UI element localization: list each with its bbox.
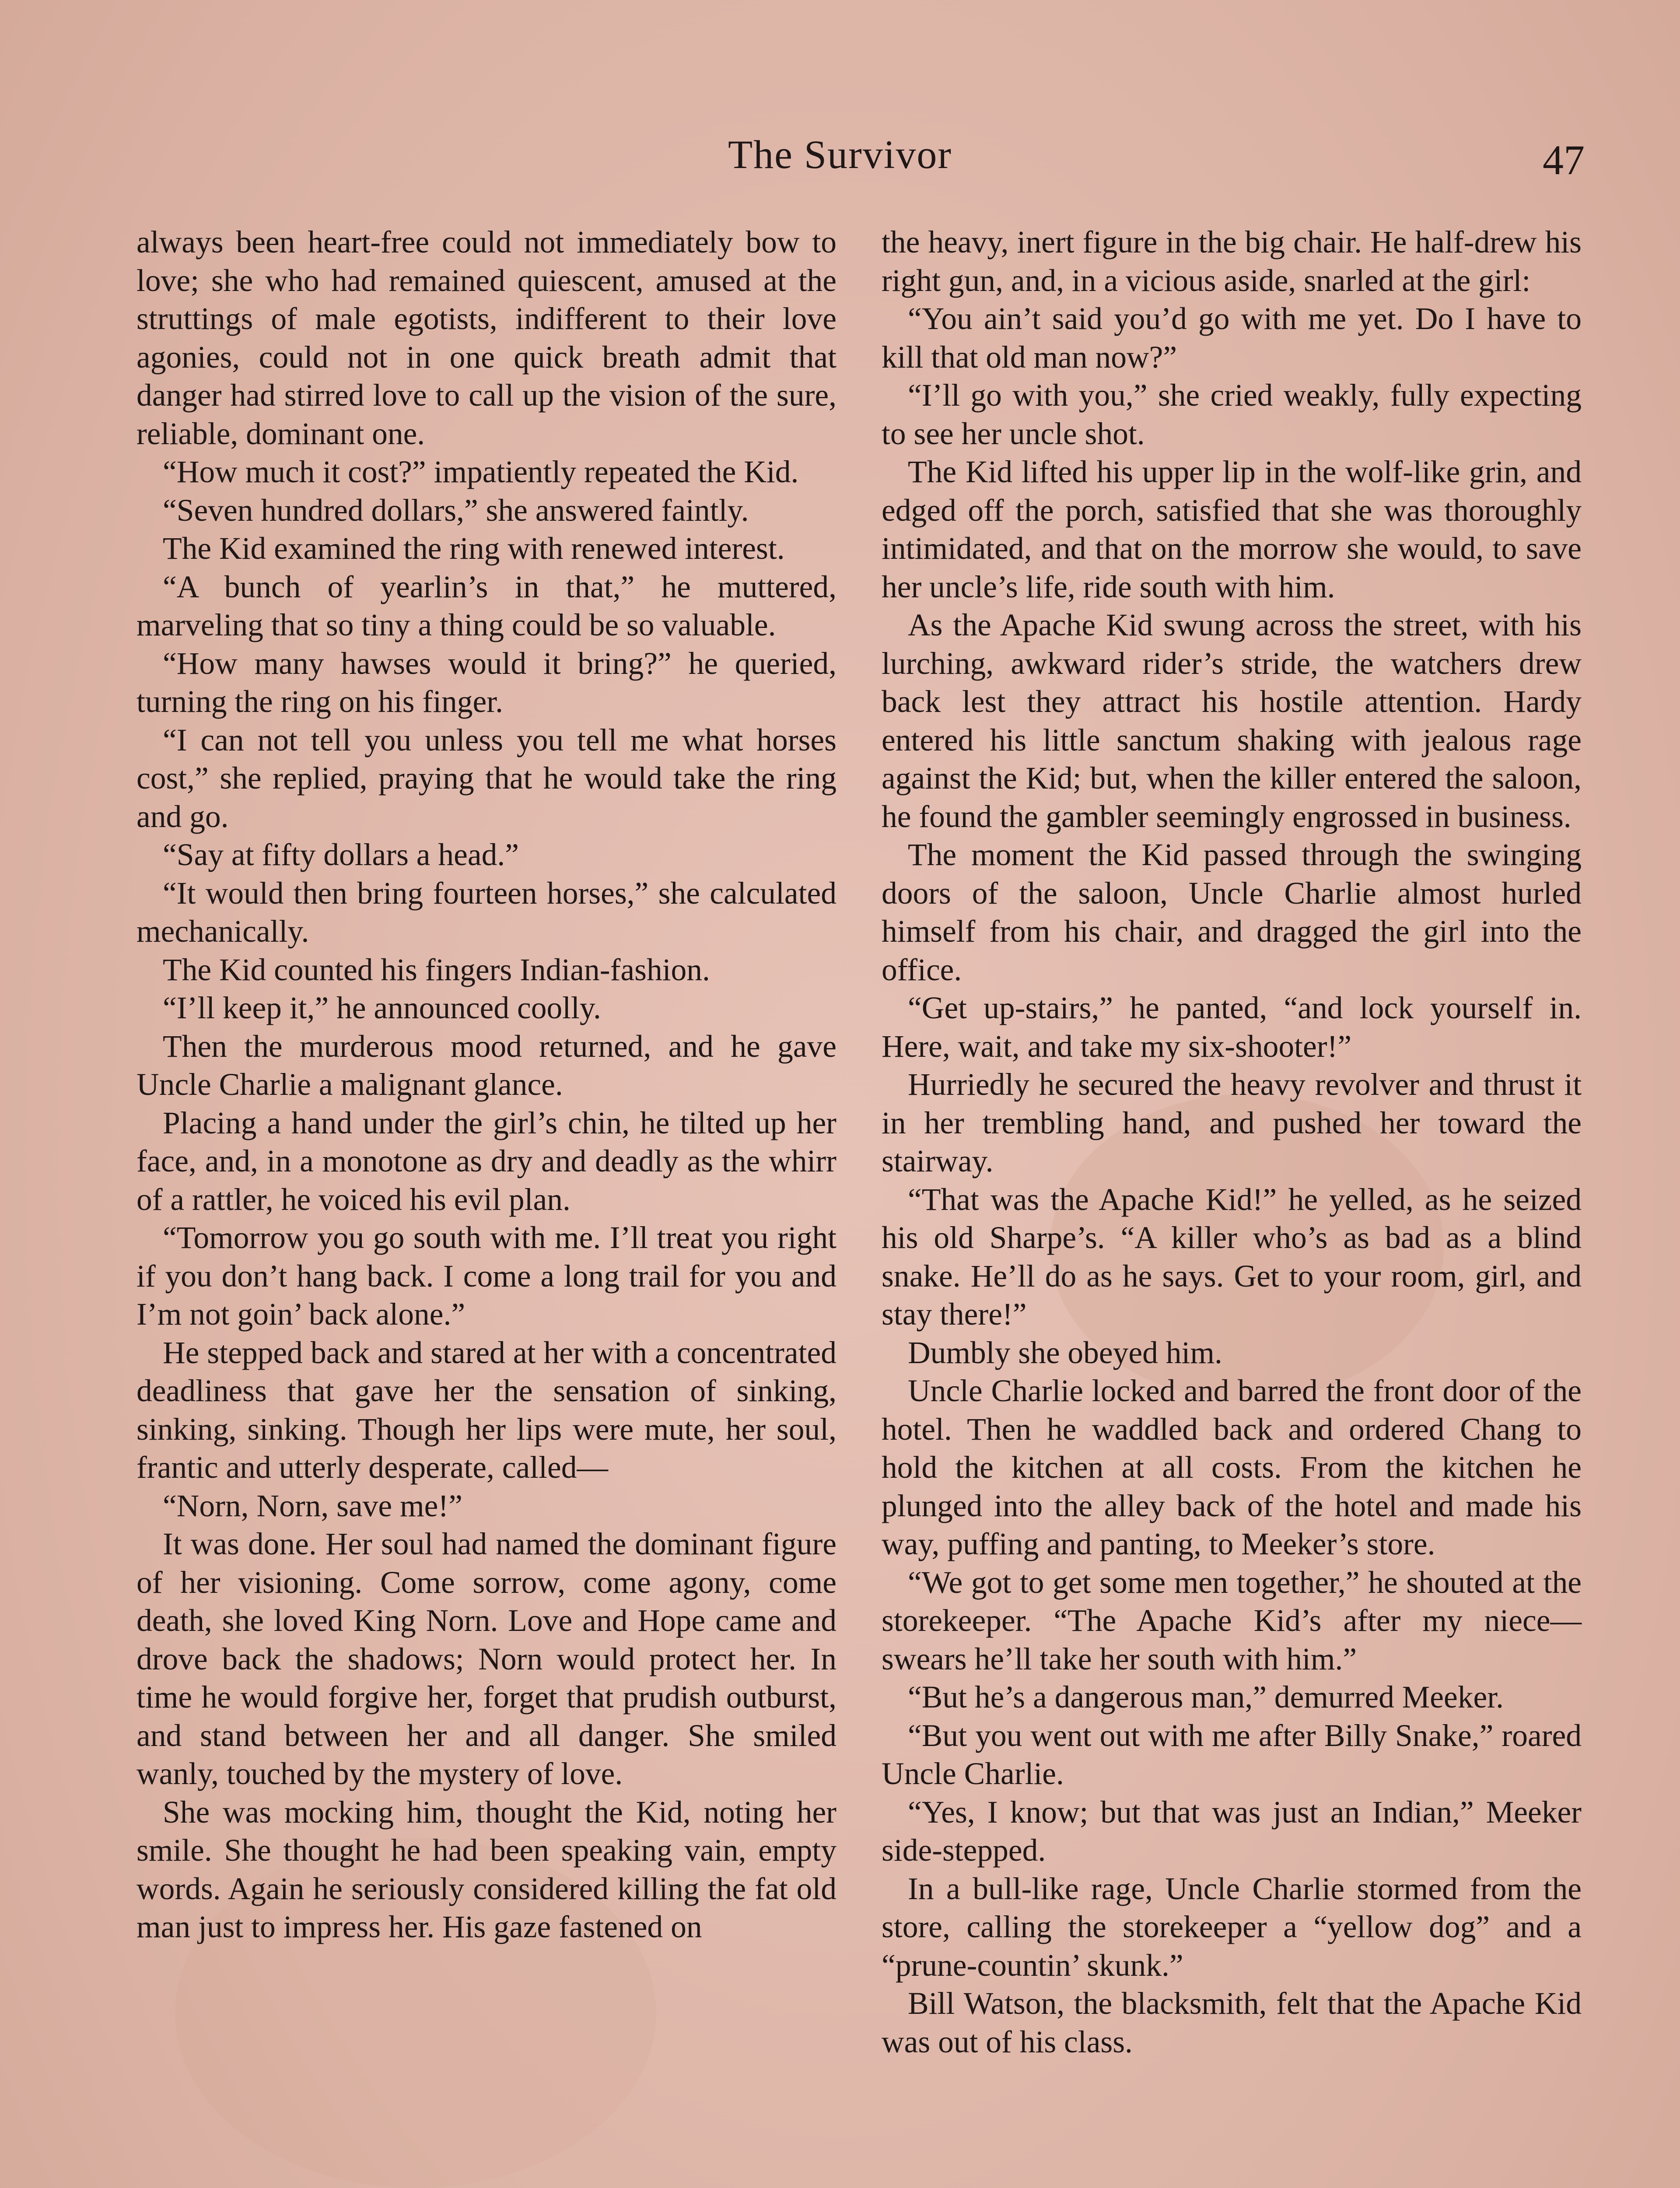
paragraph: “We got to get some men together,” he shouted at the storekeeper. “The Apache Kid’s after my niece—swears he’ll take her south with him.”: [882, 1565, 1582, 1676]
left-column: [136, 223, 836, 1946]
page-header: [0, 131, 1680, 193]
paragraph: The Kid lifted his upper lip in the wolf-like grin, and edged off the porch, satisfied that she was thoroughly intimidated, and that on the morrow she would, to save her uncle’s life, ride south with him.: [882, 455, 1582, 604]
paragraph: Placing a hand under the girl’s chin, he tilted up her face, and, in a monotone as dry and deadly as the whirr of a rattler, he voiced his evil plan.: [136, 1105, 836, 1217]
paragraph: “Norn, Norn, save me!”: [163, 1488, 462, 1523]
paragraph: “But he’s a dangerous man,” demurred Meeker.: [908, 1680, 1504, 1715]
paragraph: “I can not tell you unless you tell me what horses cost,” she replied, praying that he would take the ring and go.: [136, 722, 836, 834]
paragraph: “You ain’t said you’d go with me yet. Do I have to kill that old man now?”: [882, 302, 1582, 375]
paragraph: “But you went out with me after Billy Snake,” roared Uncle Charlie.: [882, 1718, 1582, 1791]
paragraph: the heavy, inert figure in the big chair. He half-drew his right gun, and, in a vicious aside, snarled at the girl:: [882, 225, 1582, 298]
paragraph: “It would then bring fourteen horses,” she calculated mechanically.: [136, 876, 836, 949]
paragraph: She was mocking him, thought the Kid, noting her smile. She thought he had been speaking vain, empty words. Again he seriously considered killing the fat old man just to impress her. His gaze fastened on: [136, 1795, 836, 1944]
paragraph: “I’ll keep it,” he announced coolly.: [163, 991, 601, 1025]
paragraph: “Tomorrow you go south with me. I’ll treat you right if you don’t hang back. I come a long trail for you and I’m not goin’ back alone.”: [136, 1220, 836, 1332]
paragraph: always been heart-free could not immediately bow to love; she who had remained quiescent, amused at the struttings of male egotists, indifferent to their love agonies, could not in one quick breath admit that danger had stirred love to call up the vision of the sure, reliable, dominant one.: [136, 225, 836, 451]
paragraph: “Say at fifty dollars a head.”: [163, 838, 519, 872]
paragraph: “Get up-stairs,” he panted, “and lock yourself in. Here, wait, and take my six-shooter!”: [882, 991, 1582, 1064]
running-title: The Survivor: [728, 132, 952, 177]
paragraph: Uncle Charlie locked and barred the front door of the hotel. Then he waddled back and ordered Chang to hold the kitchen at all costs. From the kitchen he plunged into the alley back of the hotel and made his way, puffing and panting, to Meeker’s store.: [882, 1374, 1582, 1561]
paragraph: “Yes, I know; but that was just an Indian,” Meeker side-stepped.: [882, 1795, 1582, 1868]
paragraph: It was done. Her soul had named the dominant figure of her visioning. Come sorrow, come agony, come death, she loved King Norn. Love and Hope came and drove back the shadows; Norn would protect her. In time he would forgive her, forget that prudish outburst, and stand between her and all danger. She smiled wanly, touched by the mystery of love.: [136, 1527, 836, 1791]
paragraph: “How much it cost?” impatiently repeated the Kid.: [163, 455, 799, 489]
paragraph: “I’ll go with you,” she cried weakly, fully expecting to see her uncle shot.: [882, 378, 1582, 451]
paragraph: “Seven hundred dollars,” she answered faintly.: [163, 493, 749, 528]
paragraph: In a bull-like rage, Uncle Charlie stormed from the store, calling the storekeeper a “yellow dog” and a “prune-countin’ skunk.”: [882, 1871, 1582, 1983]
paragraph: Dumbly she obeyed him.: [908, 1335, 1222, 1370]
paragraph: “How many hawses would it bring?” he queried, turning the ring on his finger.: [136, 646, 836, 719]
paragraph: The Kid examined the ring with renewed interest.: [163, 531, 785, 566]
paragraph: “A bunch of yearlin’s in that,” he muttered, marveling that so tiny a thing could be so valuable.: [136, 569, 836, 642]
paragraph: As the Apache Kid swung across the street, with his lurching, awkward rider’s stride, the watchers drew back lest they attract his hostile attention. Hardy entered his little sanctum shaking with jealous rage against the Kid; but, when the killer entered the saloon, he found the gambler seemingly engrossed in business.: [882, 608, 1582, 834]
paragraph: Hurriedly he secured the heavy revolver and thrust it in her trembling hand, and pushed her toward the stairway.: [882, 1067, 1582, 1178]
paragraph: “That was the Apache Kid!” he yelled, as he seized his old Sharpe’s. “A killer who’s as bad as a blind snake. He’ll do as he says. Get to your room, girl, and stay there!”: [882, 1182, 1582, 1332]
right-column: [882, 223, 1582, 2061]
paragraph: He stepped back and stared at her with a concentrated deadliness that gave her the sensation of sinking, sinking, sinking. Though her lips were mute, her soul, frantic and utterly desperate, called—: [136, 1335, 836, 1485]
paragraph: The Kid counted his fingers Indian-fashion.: [163, 952, 710, 987]
paragraph: Then the murderous mood returned, and he gave Uncle Charlie a malignant glance.: [136, 1029, 836, 1102]
paragraph: Bill Watson, the blacksmith, felt that the Apache Kid was out of his class.: [882, 1986, 1582, 2059]
page-number: 47: [1543, 137, 1585, 183]
paragraph: The moment the Kid passed through the swinging doors of the saloon, Uncle Charlie almost hurled himself from his chair, and dragged the girl into the office.: [882, 838, 1582, 987]
